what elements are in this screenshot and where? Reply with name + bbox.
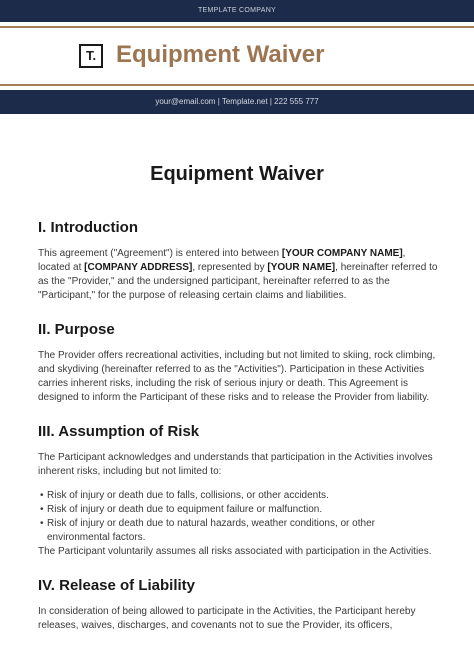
list-item: • Risk of injury or death due to equipment failure or malfunction.: [38, 503, 438, 517]
section-paragraph: [38, 247, 438, 303]
section-paragraph: The Provider offers recreational activities, including but not limited to skiing, rock climbing, and skydiving (hereinafter referred to as the "Activities"). Participation in these Activities carries inherent risks, including the risk of serious injury or death. This Agreement is designed to inform the Participant of these risks and to release the Provider from liability.: [38, 350, 436, 403]
risk-list: [38, 489, 438, 545]
section-heading: IV. Release of Liability: [38, 577, 196, 594]
logo-icon: T.: [79, 44, 103, 68]
document-title: Equipment Waiver: [150, 163, 324, 185]
section-introduction: [38, 218, 438, 303]
brand-header: [0, 28, 474, 84]
section-release-of-liability: [38, 576, 438, 633]
section-purpose: [38, 320, 438, 405]
contact-bar: your@email.com | Template.net | 222 555 777: [0, 90, 474, 114]
section-heading: III. Assumption of Risk: [38, 423, 200, 440]
company-address-placeholder: [COMPANY ADDRESS]: [84, 262, 193, 273]
your-name-placeholder: [YOUR NAME]: [267, 262, 336, 273]
text-span: , represented by: [192, 262, 268, 273]
section-paragraph: In consideration of being allowed to participate in the Activities, the Participant hereby releases, waives, discharges, and covenants not to sue the Provider, its officers,: [38, 606, 416, 631]
section-paragraph: The Participant acknowledges and understands that participation in the Activities involves inherent risks, including but not limited to:: [38, 452, 433, 477]
section-heading: I. Introduction: [38, 219, 138, 236]
bottom-divider: [0, 84, 474, 86]
document-body: [38, 218, 438, 650]
text-span: This agreement ("Agreement") is entered into between: [38, 248, 282, 259]
brand-title: Equipment Waiver: [116, 41, 325, 68]
section-closing: The Participant voluntarily assumes all risks associated with participation in the Activities.: [38, 546, 432, 557]
list-item: • Risk of injury or death due to natural hazards, weather conditions, or other environmental factors.: [38, 517, 438, 545]
section-heading: II. Purpose: [38, 321, 115, 338]
text-span: , hereinafter referred to as the "Provider," and the undersigned participant, hereinafter referred to as the "Participant," for the purpose of releasing certain claims and liabilities.: [38, 262, 438, 301]
section-assumption-of-risk: [38, 422, 438, 559]
list-item: • Risk of injury or death due to falls, collisions, or other accidents.: [38, 489, 438, 503]
company-name-placeholder: [YOUR COMPANY NAME]: [281, 248, 403, 259]
company-label: TEMPLATE COMPANY: [0, 0, 474, 22]
text-span: , located at: [38, 248, 406, 273]
